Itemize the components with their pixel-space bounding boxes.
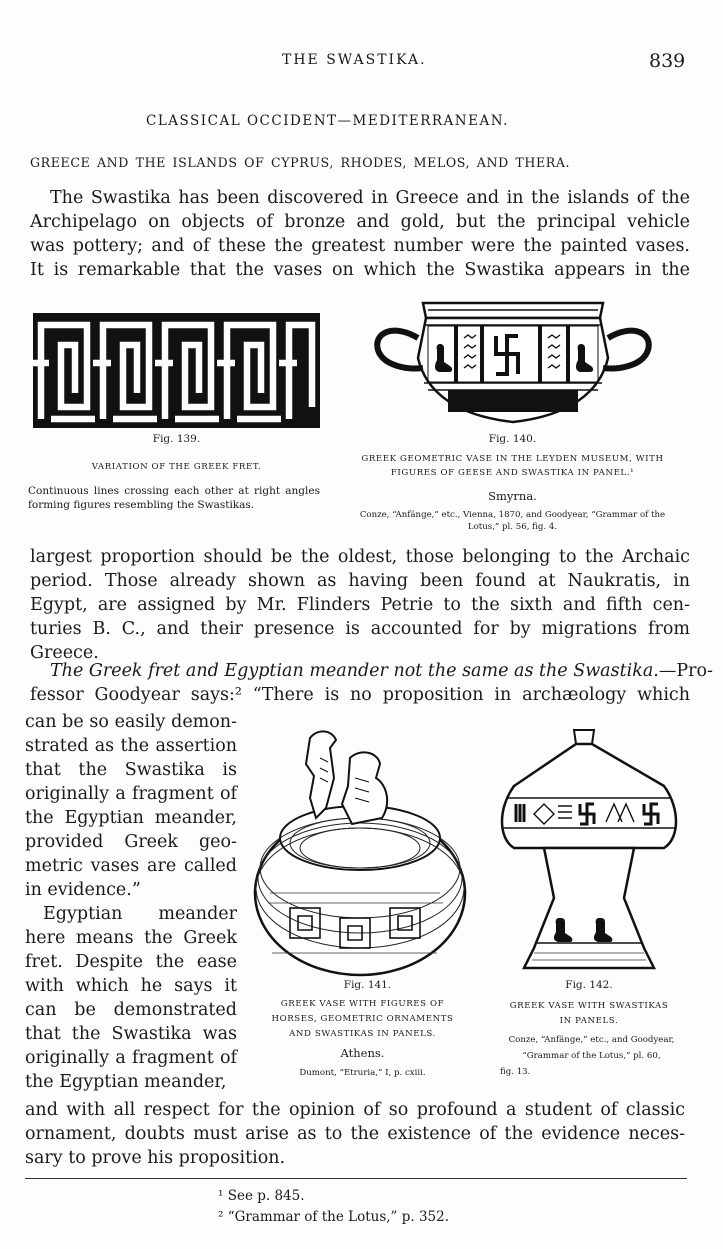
text-line: and with all respect for the opinion of so profound a student of classic <box>25 1100 685 1120</box>
text-line: The Swastika has been discovered in Greece and in the islands of the <box>50 188 690 208</box>
fig142-title-2: IN PANELS. <box>559 1016 619 1026</box>
text-line: that the Swastika is <box>25 760 237 780</box>
text-line: in evidence.” <box>25 880 141 900</box>
fig139-label: Fig. 139. <box>152 433 201 445</box>
text-line: that the Swastika was <box>25 1024 237 1044</box>
fig140-label: Fig. 140. <box>488 433 537 445</box>
paragraph-1 <box>30 186 690 282</box>
fig140-title-1: GREEK GEOMETRIC VASE IN THE LEYDEN MUSEUM, WITH <box>361 454 664 464</box>
text-line: It is remarkable that the vases on which the Swastika appears in the <box>30 260 690 280</box>
footnote-1: ¹ See p. 845. <box>218 1188 305 1204</box>
greek-fret-figure <box>33 313 320 428</box>
page-number: 839 <box>649 50 686 72</box>
text-line: period. Those already shown as having been found at Naukratis, in <box>30 571 690 591</box>
text-line: with which he says it <box>25 976 237 996</box>
text-line: turies B. C., and their presence is accounted for by migrations from <box>30 619 690 639</box>
greek-vase-horses-figure <box>250 718 475 976</box>
text-line: Egyptian meander <box>43 904 237 924</box>
text-line: the Egyptian meander, <box>25 1072 227 1092</box>
text-line <box>30 659 713 683</box>
text-line: largest proportion should be the oldest, those belonging to the Archaic <box>30 547 690 567</box>
text-line: strated as the assertion <box>25 736 237 756</box>
paragraph-3 <box>30 659 713 707</box>
text-line: metric vases are called <box>25 856 237 876</box>
fig140-title-2: FIGURES OF GEESE AND SWASTIKA IN PANEL.¹ <box>390 468 635 478</box>
text-line: originally a fragment of <box>25 1048 237 1068</box>
footnote-2: ² “Grammar of the Lotus,” p. 352. <box>218 1209 450 1225</box>
fig142-source-1: Conze, “Anfänge,” etc., and Goodyear, <box>508 1035 675 1045</box>
text-line: can be so easily demon- <box>25 712 237 732</box>
fig141-title-2: HORSES, GEOMETRIC ORNAMENTS <box>271 1014 454 1024</box>
paragraph-2 <box>30 545 690 665</box>
text-line: Egypt, are assigned by Mr. Flinders Petrie to the sixth and fifth cen- <box>30 595 690 615</box>
fig141-title-3: AND SWASTIKAS IN PANELS. <box>289 1029 436 1039</box>
footnote-divider <box>25 1178 687 1179</box>
running-title: THE SWASTIKA. <box>282 52 427 68</box>
narrow-column-text <box>25 710 237 1094</box>
fig141-title-1: GREEK VASE WITH FIGURES OF <box>280 999 445 1009</box>
fig141-place: Athens. <box>340 1046 385 1060</box>
text-line: Greece. <box>30 643 99 663</box>
text-line-rest: —Pro- <box>658 661 713 681</box>
fig140-source-2: Lotus,” pl. 56, fig. 4. <box>467 522 558 532</box>
paragraph-5 <box>25 1098 685 1170</box>
fig139-title: VARIATION OF THE GREEK FRET. <box>91 462 262 472</box>
greek-vase-swastikas-figure <box>494 728 684 972</box>
text-line: the Egyptian meander, <box>25 808 237 828</box>
text-line: Archipelago on objects of bronze and gold, but the principal vehicle <box>30 212 690 232</box>
fig142-source-2: “Grammar of the Lotus,” pl. 60, <box>522 1051 661 1061</box>
fig140-source-1: Conze, “Anfänge,” etc., Vienna, 1870, and Goodyear, “Grammar of the <box>359 510 666 520</box>
subsection-heading: GREECE AND THE ISLANDS OF CYPRUS, RHODES, MELOS, AND THERA. <box>30 155 571 170</box>
italic-lead: The Greek fret and Egyptian meander not the same as the Swastika. <box>50 661 659 681</box>
text-line: fret. Despite the ease <box>25 952 237 972</box>
fig142-source-3: fig. 13. <box>500 1067 531 1077</box>
text-line: can be demonstrated <box>25 1000 237 1020</box>
section-heading: CLASSICAL OCCIDENT—MEDITERRANEAN. <box>146 113 509 129</box>
fig140-place: Smyrna. <box>488 489 537 503</box>
fig141-source: Dumont, “Etruria,” I, p. cxiii. <box>299 1068 426 1078</box>
fig142-label: Fig. 142. <box>565 979 613 991</box>
text-line: was pottery; and of these the greatest number were the painted vases. <box>30 236 690 256</box>
fig142-title-1: GREEK VASE WITH SWASTIKAS <box>509 1001 669 1011</box>
fig141-label: Fig. 141. <box>343 979 392 991</box>
text-line: sary to prove his proposition. <box>25 1148 286 1168</box>
greek-geometric-vase-figure <box>368 298 658 430</box>
fig139-description: Continuous lines crossing each other at right angles forming figures resembling the Swastikas. <box>28 485 320 511</box>
text-line: originally a fragment of <box>25 784 237 804</box>
text-line: provided Greek geo- <box>25 832 237 852</box>
text-line: ornament, doubts must arise as to the existence of the evidence neces- <box>25 1124 685 1144</box>
text-line: fessor Goodyear says:² “There is no proposition in archæology which <box>30 685 690 705</box>
text-line: here means the Greek <box>25 928 237 948</box>
